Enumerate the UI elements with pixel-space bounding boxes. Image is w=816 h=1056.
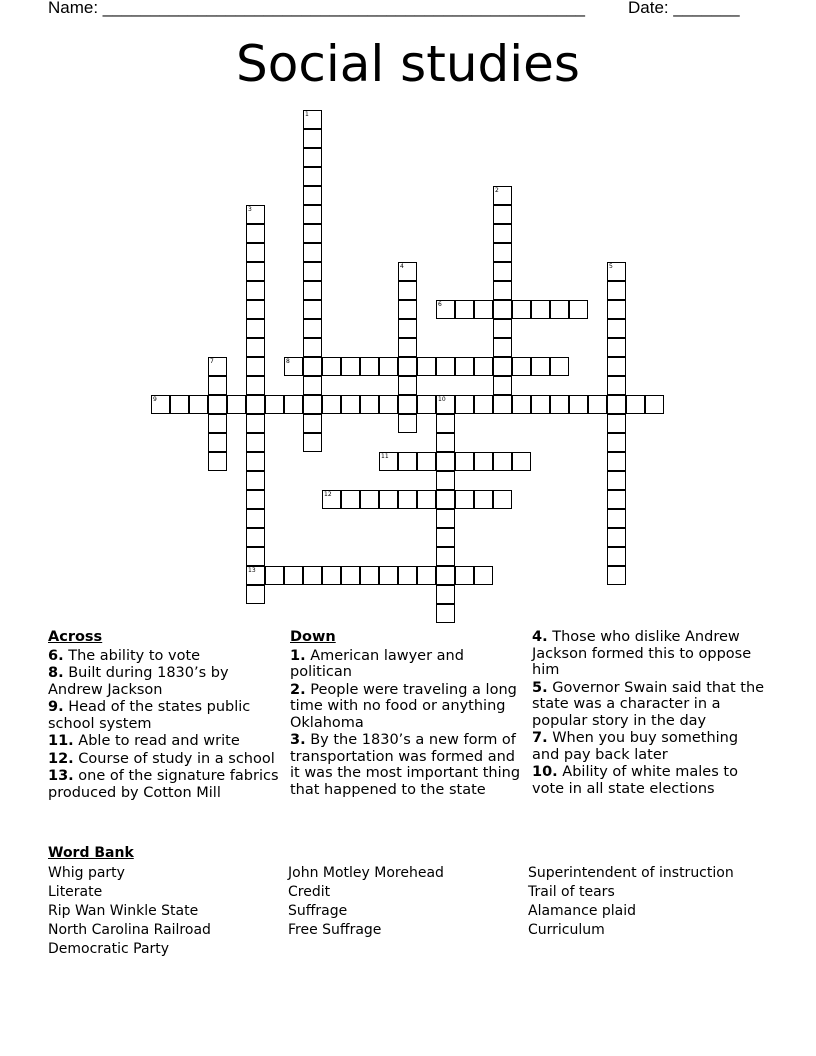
clue-number: 10. <box>532 764 558 780</box>
clue-text: Built during 1830’s by Andrew Jackson <box>48 665 229 698</box>
cell-number: 11 <box>381 453 389 460</box>
grid-cell[interactable] <box>246 433 265 452</box>
grid-cell[interactable] <box>265 395 284 414</box>
grid-cell[interactable] <box>493 262 512 281</box>
word-bank-item: Whig party <box>48 865 125 881</box>
grid-cell[interactable] <box>360 490 379 509</box>
grid-cell[interactable] <box>417 452 436 471</box>
grid-cell[interactable] <box>607 547 626 566</box>
grid-cell[interactable] <box>512 357 531 376</box>
grid-cell[interactable] <box>246 395 265 414</box>
grid-cell[interactable] <box>569 300 588 319</box>
cell-number: 6 <box>438 301 442 308</box>
clue-text: The ability to vote <box>63 647 201 664</box>
grid-cell[interactable] <box>303 281 322 300</box>
clue-item <box>48 665 282 698</box>
grid-cell[interactable] <box>303 395 322 414</box>
clue-text: Ability of white males to vote in all state elections <box>532 764 738 797</box>
clue-item <box>48 699 282 732</box>
grid-cell[interactable] <box>493 490 512 509</box>
grid-cell[interactable] <box>512 300 531 319</box>
word-bank-column-1 <box>48 864 211 959</box>
clue-item <box>532 629 768 679</box>
grid-cell[interactable] <box>455 490 474 509</box>
grid-cell[interactable] <box>398 338 417 357</box>
grid-cell[interactable] <box>398 452 417 471</box>
grid-cell[interactable] <box>246 243 265 262</box>
grid-cell[interactable] <box>398 414 417 433</box>
word-bank-item: Democratic Party <box>48 941 170 957</box>
grid-cell[interactable] <box>246 452 265 471</box>
grid-cell[interactable] <box>341 357 360 376</box>
grid-cell[interactable] <box>607 395 626 414</box>
grid-cell[interactable] <box>360 357 379 376</box>
clue-item <box>48 751 282 768</box>
grid-cell[interactable] <box>493 376 512 395</box>
cell-number: 7 <box>210 358 214 365</box>
header-line <box>48 0 768 20</box>
clue-item <box>532 730 768 763</box>
down-clues-continued <box>532 629 768 798</box>
grid-cell[interactable] <box>607 433 626 452</box>
cell-number: 5 <box>609 263 613 270</box>
grid-cell[interactable] <box>379 395 398 414</box>
grid-cell[interactable] <box>607 357 626 376</box>
grid-cell[interactable] <box>607 528 626 547</box>
grid-cell[interactable] <box>436 490 455 509</box>
grid-cell[interactable] <box>151 395 170 414</box>
cell-number: 4 <box>400 263 404 270</box>
grid-cell[interactable] <box>607 376 626 395</box>
grid-cell[interactable] <box>398 262 417 281</box>
grid-cell[interactable] <box>360 395 379 414</box>
grid-cell[interactable] <box>341 395 360 414</box>
grid-cell[interactable] <box>607 490 626 509</box>
clue-text: one of the signature fabrics produced by Cotton Mill <box>48 768 279 801</box>
grid-cell[interactable] <box>569 395 588 414</box>
grid-cell[interactable] <box>265 566 284 585</box>
grid-cell[interactable] <box>417 357 436 376</box>
grid-cell[interactable] <box>303 357 322 376</box>
clue-number: 6. <box>48 647 64 664</box>
clue-item <box>48 648 282 665</box>
word-bank-item: Superintendent of instruction <box>528 865 734 881</box>
clue-text: Course of study in a school <box>73 750 275 767</box>
grid-cell[interactable] <box>284 566 303 585</box>
grid-cell[interactable] <box>246 490 265 509</box>
grid-cell[interactable] <box>303 414 322 433</box>
grid-cell[interactable] <box>436 433 455 452</box>
grid-cell[interactable] <box>246 547 265 566</box>
grid-cell[interactable] <box>493 186 512 205</box>
grid-cell[interactable] <box>303 148 322 167</box>
grid-cell[interactable] <box>303 300 322 319</box>
grid-cell[interactable] <box>436 395 455 414</box>
grid-cell[interactable] <box>398 281 417 300</box>
cell-number: 10 <box>438 396 446 403</box>
grid-cell[interactable] <box>436 547 455 566</box>
word-bank-item: John Motley Morehead <box>288 865 444 881</box>
clue-item <box>48 768 282 801</box>
grid-cell[interactable] <box>246 281 265 300</box>
clue-number: 3. <box>290 732 306 748</box>
grid-cell[interactable] <box>303 376 322 395</box>
grid-cell[interactable] <box>607 319 626 338</box>
grid-cell[interactable] <box>607 566 626 585</box>
word-bank-item: Suffrage <box>288 903 348 919</box>
grid-cell[interactable] <box>341 490 360 509</box>
grid-cell[interactable] <box>246 357 265 376</box>
across-clues <box>48 629 282 802</box>
grid-cell[interactable] <box>607 338 626 357</box>
grid-cell[interactable] <box>607 262 626 281</box>
grid-cell[interactable] <box>246 566 265 585</box>
across-heading: Across <box>48 629 103 645</box>
grid-cell[interactable] <box>208 433 227 452</box>
word-bank-item: Curriculum <box>528 922 605 938</box>
grid-cell[interactable] <box>455 300 474 319</box>
grid-cell[interactable] <box>645 395 664 414</box>
grid-cell[interactable] <box>303 262 322 281</box>
grid-cell[interactable] <box>550 357 569 376</box>
grid-cell[interactable] <box>626 395 645 414</box>
grid-cell[interactable] <box>246 585 265 604</box>
grid-cell[interactable] <box>170 395 189 414</box>
grid-cell[interactable] <box>246 224 265 243</box>
grid-cell[interactable] <box>398 300 417 319</box>
grid-cell[interactable] <box>607 471 626 490</box>
grid-cell[interactable] <box>531 357 550 376</box>
grid-cell[interactable] <box>303 129 322 148</box>
grid-cell[interactable] <box>474 566 493 585</box>
grid-cell[interactable] <box>493 224 512 243</box>
grid-cell[interactable] <box>189 395 208 414</box>
grid-cell[interactable] <box>417 490 436 509</box>
grid-cell[interactable] <box>436 452 455 471</box>
grid-cell[interactable] <box>493 205 512 224</box>
clue-number: 8. <box>48 665 64 681</box>
grid-cell[interactable] <box>379 566 398 585</box>
grid-cell[interactable] <box>208 414 227 433</box>
grid-cell[interactable] <box>607 300 626 319</box>
grid-cell[interactable] <box>436 300 455 319</box>
grid-cell[interactable] <box>474 300 493 319</box>
cell-number: 8 <box>286 358 290 365</box>
clue-item <box>48 733 282 750</box>
grid-cell[interactable] <box>246 414 265 433</box>
grid-cell[interactable] <box>322 395 341 414</box>
grid-cell[interactable] <box>512 452 531 471</box>
grid-cell[interactable] <box>398 395 417 414</box>
grid-cell[interactable] <box>436 414 455 433</box>
grid-cell[interactable] <box>303 566 322 585</box>
grid-cell[interactable] <box>303 243 322 262</box>
word-bank-item: Rip Wan Winkle State <box>48 903 199 919</box>
word-bank-item: Trail of tears <box>528 884 615 900</box>
grid-cell[interactable] <box>417 566 436 585</box>
grid-cell[interactable] <box>322 357 341 376</box>
grid-cell[interactable] <box>398 566 417 585</box>
clue-number: 11. <box>48 733 74 749</box>
clue-item <box>532 680 768 730</box>
clue-number: 2. <box>290 681 306 698</box>
grid-cell[interactable] <box>379 357 398 376</box>
grid-cell[interactable] <box>436 528 455 547</box>
word-bank-column-2 <box>288 864 444 940</box>
grid-cell[interactable] <box>493 281 512 300</box>
grid-cell[interactable] <box>208 452 227 471</box>
cell-number: 9 <box>153 396 157 403</box>
grid-cell[interactable] <box>474 395 493 414</box>
grid-cell[interactable] <box>398 319 417 338</box>
clue-text: People were traveling a long time with no food or anything Oklahoma <box>290 681 517 731</box>
word-bank-item: North Carolina Railroad <box>48 922 211 938</box>
grid-cell[interactable] <box>474 357 493 376</box>
grid-cell[interactable] <box>303 186 322 205</box>
grid-cell[interactable] <box>436 357 455 376</box>
grid-cell[interactable] <box>493 338 512 357</box>
word-bank-item: Alamance plaid <box>528 903 637 919</box>
clue-text: American lawyer and politican <box>290 647 464 680</box>
word-bank-column-3 <box>528 864 734 940</box>
grid-cell[interactable] <box>493 300 512 319</box>
grid-cell[interactable] <box>493 357 512 376</box>
grid-cell[interactable] <box>455 566 474 585</box>
grid-cell[interactable] <box>436 604 455 623</box>
clue-number: 1. <box>290 647 306 664</box>
cell-number: 12 <box>324 491 332 498</box>
word-bank-item: Free Suffrage <box>288 922 382 938</box>
grid-cell[interactable] <box>341 566 360 585</box>
grid-cell[interactable] <box>531 395 550 414</box>
clue-item <box>290 732 522 798</box>
clue-number: 4. <box>532 629 548 645</box>
grid-cell[interactable] <box>607 509 626 528</box>
grid-cell[interactable] <box>398 357 417 376</box>
name-field[interactable]: Name: ___________________________________________________ <box>48 0 585 17</box>
grid-cell[interactable] <box>436 471 455 490</box>
grid-cell[interactable] <box>246 205 265 224</box>
grid-cell[interactable] <box>493 452 512 471</box>
down-heading: Down <box>290 629 336 645</box>
cell-number: 2 <box>495 187 499 194</box>
clue-text: Able to read and write <box>73 733 240 749</box>
grid-cell[interactable] <box>246 528 265 547</box>
date-field[interactable]: Date: _______ <box>628 0 740 17</box>
grid-cell[interactable] <box>303 338 322 357</box>
grid-cell[interactable] <box>455 452 474 471</box>
grid-cell[interactable] <box>303 110 322 129</box>
grid-cell[interactable] <box>474 490 493 509</box>
grid-cell[interactable] <box>303 319 322 338</box>
grid-cell[interactable] <box>360 566 379 585</box>
grid-cell[interactable] <box>607 281 626 300</box>
grid-cell[interactable] <box>208 395 227 414</box>
clue-item <box>290 682 522 732</box>
grid-cell[interactable] <box>284 357 303 376</box>
clue-text: By the 1830’s a new form of transportation was formed and it was the most important thing that happened to the state <box>290 732 521 798</box>
cell-number: 3 <box>248 206 252 213</box>
grid-cell[interactable] <box>493 319 512 338</box>
grid-cell[interactable] <box>474 452 493 471</box>
cell-number: 13 <box>248 567 256 574</box>
grid-cell[interactable] <box>607 414 626 433</box>
grid-cell[interactable] <box>588 395 607 414</box>
down-clues <box>290 629 522 799</box>
clue-item <box>290 648 522 681</box>
grid-cell[interactable] <box>246 300 265 319</box>
grid-cell[interactable] <box>322 490 341 509</box>
grid-cell[interactable] <box>246 509 265 528</box>
grid-cell[interactable] <box>246 262 265 281</box>
cell-number: 1 <box>305 111 309 118</box>
clue-number: 12. <box>48 750 74 767</box>
grid-cell[interactable] <box>303 167 322 186</box>
grid-cell[interactable] <box>493 243 512 262</box>
clue-number: 13. <box>48 768 74 784</box>
grid-cell[interactable] <box>208 376 227 395</box>
grid-cell[interactable] <box>398 490 417 509</box>
clue-text: Head of the states public school system <box>48 699 251 732</box>
grid-cell[interactable] <box>379 490 398 509</box>
grid-cell[interactable] <box>550 300 569 319</box>
word-bank-item: Credit <box>288 884 331 900</box>
grid-cell[interactable] <box>246 471 265 490</box>
grid-cell[interactable] <box>284 395 303 414</box>
grid-cell[interactable] <box>303 224 322 243</box>
grid-cell[interactable] <box>455 395 474 414</box>
grid-cell[interactable] <box>246 338 265 357</box>
grid-cell[interactable] <box>379 452 398 471</box>
grid-cell[interactable] <box>531 300 550 319</box>
clue-text: Those who dislike Andrew Jackson formed this to oppose him <box>532 629 752 678</box>
clue-item <box>532 764 768 797</box>
grid-cell[interactable] <box>227 395 246 414</box>
grid-cell[interactable] <box>246 376 265 395</box>
grid-cell[interactable] <box>322 566 341 585</box>
grid-cell[interactable] <box>417 395 436 414</box>
grid-cell[interactable] <box>550 395 569 414</box>
grid-cell[interactable] <box>398 376 417 395</box>
grid-cell[interactable] <box>303 433 322 452</box>
grid-cell[interactable] <box>512 395 531 414</box>
grid-cell[interactable] <box>436 566 455 585</box>
grid-cell[interactable] <box>607 452 626 471</box>
page-title: Social studies <box>236 35 580 93</box>
grid-cell[interactable] <box>455 357 474 376</box>
clue-text: When you buy something and pay back later <box>532 730 739 763</box>
grid-cell[interactable] <box>493 395 512 414</box>
clue-text: Governor Swain said that the state was a character in a popular story in the day <box>532 679 765 729</box>
grid-cell[interactable] <box>436 509 455 528</box>
grid-cell[interactable] <box>208 357 227 376</box>
word-bank-heading: Word Bank <box>48 845 134 861</box>
clue-number: 7. <box>532 730 548 746</box>
grid-cell[interactable] <box>246 319 265 338</box>
clue-number: 9. <box>48 699 64 715</box>
grid-cell[interactable] <box>436 585 455 604</box>
clue-number: 5. <box>532 679 548 696</box>
word-bank-item: Literate <box>48 884 103 900</box>
grid-cell[interactable] <box>303 205 322 224</box>
